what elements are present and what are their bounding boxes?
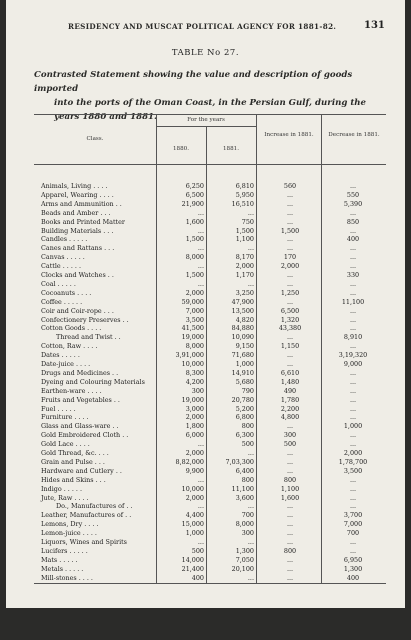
cell-decrease: ... xyxy=(349,208,357,217)
cell-1881: ... xyxy=(247,449,254,457)
cell-class: Furniture . . . . xyxy=(41,413,89,422)
cell-decrease: ... xyxy=(349,546,357,555)
cell-class: Apparel, Wearing . . . . xyxy=(41,190,114,199)
cell-1881: 300 xyxy=(241,529,254,538)
cell-1881: 13,500 xyxy=(231,306,254,315)
cell-decrease: 3,500 xyxy=(343,466,363,475)
cell-1880: 3,000 xyxy=(185,404,204,413)
cell-class: Coal . . . . . xyxy=(41,279,76,288)
cell-class: Gold Embroidered Cloth . . xyxy=(41,431,129,440)
header-bottom-rule xyxy=(34,164,386,165)
cell-1880: 8,000 xyxy=(185,342,204,351)
cell-1880: ... xyxy=(197,262,204,271)
cell-decrease: ... xyxy=(349,368,357,377)
table-row xyxy=(34,342,386,351)
cell-1880: 4,400 xyxy=(185,511,204,520)
table-row xyxy=(34,360,386,369)
cell-decrease: ... xyxy=(349,431,357,440)
cell-1881: ... xyxy=(247,279,254,288)
cell-1880: ... xyxy=(197,440,204,449)
caption-line-3: years 1880 and 1881. xyxy=(54,112,158,122)
table-row xyxy=(34,227,386,236)
cell-class: Glass and Glass-ware . . xyxy=(41,422,119,431)
cell-increase: 2,200 xyxy=(280,404,300,413)
cell-1880: 9,900 xyxy=(185,466,204,475)
table-row xyxy=(34,449,386,458)
cell-decrease: 400 xyxy=(346,235,360,244)
cell-decrease: ... xyxy=(349,395,357,404)
cell-decrease: ... xyxy=(349,324,357,333)
table-row xyxy=(34,502,386,511)
cell-increase: ... xyxy=(286,502,294,511)
cell-class: Coir and Coir-rope . . . xyxy=(41,306,114,315)
cell-1880: 8,000 xyxy=(185,253,204,262)
cell-decrease: ... xyxy=(349,306,357,315)
cell-1880: 21,900 xyxy=(181,199,204,208)
cell-1881: 16,510 xyxy=(231,199,254,208)
cell-1881: 20,780 xyxy=(231,395,254,404)
cell-1881: 6,800 xyxy=(235,413,254,422)
table-row xyxy=(34,289,386,298)
table-row xyxy=(34,511,386,520)
cell-1880: 6,500 xyxy=(185,190,204,199)
cell-decrease: ... xyxy=(349,253,357,262)
cell-1881: 8,170 xyxy=(235,253,254,262)
cell-increase: ... xyxy=(286,279,294,288)
cell-1881: 11,100 xyxy=(231,484,254,493)
cell-decrease: ... xyxy=(349,226,357,235)
cell-class: Lemon-juice . . . . xyxy=(41,529,97,538)
cell-increase: ... xyxy=(286,235,294,244)
cell-class: Clocks and Watches . . xyxy=(41,271,114,279)
cell-1881: 9,150 xyxy=(235,342,254,351)
cell-1881: 7,03,300 xyxy=(225,457,254,466)
cell-increase: ... xyxy=(286,520,294,529)
cell-1880: 10,000 xyxy=(181,484,204,493)
cell-1880: 10,000 xyxy=(181,360,204,368)
cell-class: Drugs and Medicines . . xyxy=(41,368,119,377)
cell-1881: 20,100 xyxy=(231,564,254,573)
cell-decrease: ... xyxy=(349,315,357,324)
cell-decrease: ... xyxy=(349,404,357,413)
table-row xyxy=(34,351,386,360)
cell-class: Animals, Living . . . . xyxy=(41,182,108,190)
table-row xyxy=(34,298,386,307)
cell-class: Do., Manufactures of . . xyxy=(56,502,133,511)
table-row xyxy=(34,529,386,538)
cell-increase: ... xyxy=(286,457,294,466)
cell-1880: 14,000 xyxy=(181,555,204,564)
cell-1880: 6,250 xyxy=(185,182,204,190)
table-row xyxy=(34,405,386,414)
cell-increase: ... xyxy=(286,244,294,253)
cell-increase: 1,600 xyxy=(280,493,300,502)
cell-increase: 43,380 xyxy=(278,324,302,333)
cell-decrease: ... xyxy=(349,538,357,546)
cell-1880: ... xyxy=(197,475,204,484)
cell-1881: 800 xyxy=(241,422,254,431)
cell-1881: 1,100 xyxy=(235,235,254,244)
cell-class: Confectionery Preserves . . xyxy=(41,315,129,324)
cell-class: Metals . . . . . xyxy=(41,564,84,573)
cell-increase: ... xyxy=(286,208,294,217)
cell-increase: ... xyxy=(286,271,294,279)
cell-decrease: 330 xyxy=(346,271,360,279)
cell-class: Grain and Pulse . . . xyxy=(41,457,105,466)
table-row xyxy=(34,378,386,387)
cell-1881: ... xyxy=(247,208,254,217)
table-row xyxy=(34,387,386,396)
table-row xyxy=(34,485,386,494)
cell-class: Canvas . . . . . xyxy=(41,253,85,262)
table-row xyxy=(34,413,386,422)
header-decrease: Decrease in 1881. xyxy=(328,132,380,138)
table-row xyxy=(34,440,386,449)
table-row xyxy=(34,209,386,218)
cell-class: Jute, Raw . . . . xyxy=(41,493,89,502)
cell-class: Liquors, Wines and Spirits xyxy=(41,538,127,546)
cell-increase: 1,480 xyxy=(280,377,300,386)
cell-decrease: ... xyxy=(349,377,357,386)
cell-decrease: ... xyxy=(349,244,357,253)
caption-line-2: into the ports of the Oman Coast, in the Persian Gulf, during the xyxy=(54,98,367,108)
cell-increase: 1,320 xyxy=(280,315,300,324)
cell-1881: 5,200 xyxy=(235,404,254,413)
cell-class: Thread and Twist . . xyxy=(56,333,121,342)
cell-class: Cotton, Raw . . . . xyxy=(41,342,98,351)
cell-1880: 3,500 xyxy=(185,315,204,324)
cell-decrease: 11,100 xyxy=(341,297,365,306)
cell-decrease: 9,000 xyxy=(343,360,363,368)
table-row xyxy=(34,191,386,200)
table-row xyxy=(34,520,386,529)
cell-1881: 10,090 xyxy=(231,333,254,342)
cell-increase: ... xyxy=(286,449,294,457)
cell-decrease: ... xyxy=(349,493,357,502)
cell-1881: 800 xyxy=(241,475,254,484)
import-table xyxy=(34,114,386,584)
cell-1881: 84,880 xyxy=(231,324,254,333)
table-row xyxy=(34,547,386,556)
table-row xyxy=(34,333,386,342)
table-row xyxy=(34,280,386,289)
header-1881: 1881. xyxy=(222,146,239,152)
cell-1880: 2,000 xyxy=(185,449,204,457)
table-bottom-rule xyxy=(34,583,386,584)
cell-increase: 1,150 xyxy=(280,342,300,351)
cell-class: Building Materials . . . xyxy=(41,226,114,235)
cell-class: Indigo . . . . . xyxy=(41,484,83,493)
cell-class: Lemons, Dry . . . . xyxy=(41,520,99,529)
scan-border xyxy=(0,608,411,640)
cell-decrease: 1,300 xyxy=(343,564,363,573)
cell-decrease: 6,950 xyxy=(343,555,363,564)
cell-increase: 170 xyxy=(283,253,297,262)
cell-decrease: ... xyxy=(349,440,357,449)
cell-increase: ... xyxy=(286,190,294,199)
cell-increase: 4,800 xyxy=(280,413,300,422)
cell-decrease: 8,910 xyxy=(343,333,363,342)
cell-decrease: ... xyxy=(349,484,357,493)
cell-1880: 6,000 xyxy=(185,431,204,440)
caption-line-1: Contrasted Statement showing the value and description of goods imported xyxy=(34,70,353,94)
table-row xyxy=(34,316,386,325)
cell-decrease: ... xyxy=(349,413,357,422)
cell-1881: ... xyxy=(247,244,254,253)
document-page xyxy=(6,0,405,640)
cell-decrease: ... xyxy=(349,386,357,395)
cell-1881: ... xyxy=(247,502,254,511)
table-row xyxy=(34,262,386,271)
header-1880: 1880. xyxy=(172,146,189,152)
table-row xyxy=(34,538,386,547)
cell-class: Date-juice . . . . xyxy=(41,360,91,368)
cell-1880: 8,82,000 xyxy=(175,457,204,466)
table-row xyxy=(34,467,386,476)
table-number: TABLE No 27. xyxy=(171,47,240,57)
cell-increase: 6,500 xyxy=(280,306,300,315)
cell-1880: 19,000 xyxy=(181,395,204,404)
cell-1881: 4,820 xyxy=(235,315,254,324)
cell-class: Canes and Rattans . . . xyxy=(41,244,115,253)
cell-1881: 7,050 xyxy=(235,555,254,564)
cell-decrease: 3,700 xyxy=(343,511,363,520)
cell-class: Mill-stones . . . . xyxy=(41,573,93,582)
cell-increase: 1,500 xyxy=(280,226,300,235)
cell-increase: ... xyxy=(286,422,294,431)
cell-increase: 1,780 xyxy=(280,395,300,404)
table-row xyxy=(34,556,386,565)
table-row xyxy=(34,182,386,191)
cell-1881: 3,250 xyxy=(235,288,254,297)
cell-1880: 2,000 xyxy=(185,288,204,297)
table-row xyxy=(34,244,386,253)
cell-class: Gold Thread, &c. . . . xyxy=(41,449,109,457)
cell-increase: 2,000 xyxy=(280,262,300,271)
cell-increase: 500 xyxy=(283,440,297,449)
running-head: RESIDENCY AND MUSCAT POLITICAL AGENCY FOR 1881-82. xyxy=(68,22,337,31)
table-row xyxy=(34,431,386,440)
cell-1881: 1,170 xyxy=(235,271,254,279)
cell-increase: ... xyxy=(286,529,294,538)
table-row xyxy=(34,235,386,244)
cell-decrease: ... xyxy=(349,262,357,271)
cell-1880: ... xyxy=(197,538,204,546)
cell-class: Arms and Ammunition . . xyxy=(41,199,122,208)
table-row xyxy=(34,458,386,467)
cell-1881: ... xyxy=(247,573,254,582)
cell-1881: 71,680 xyxy=(231,351,254,360)
cell-1880: 4,200 xyxy=(185,377,204,386)
cell-increase: ... xyxy=(286,217,294,226)
cell-class: Mats . . . . . xyxy=(41,555,78,564)
cell-increase: 560 xyxy=(283,182,297,190)
header-for-the-years: For the years xyxy=(187,117,225,123)
cell-1881: 5,680 xyxy=(235,377,254,386)
cell-1880: 300 xyxy=(191,386,204,395)
cell-increase: 800 xyxy=(283,546,297,555)
cell-1880: ... xyxy=(197,279,204,288)
cell-1880: 7,000 xyxy=(185,306,204,315)
cell-1880: 1,500 xyxy=(185,235,204,244)
cell-increase: ... xyxy=(286,573,294,582)
table-row xyxy=(34,422,386,431)
cell-decrease: 3,19,320 xyxy=(338,351,368,360)
cell-class: Hides and Skins . . . xyxy=(41,475,106,484)
cell-decrease: ... xyxy=(349,342,357,351)
cell-class: Dyeing and Colouring Materials xyxy=(41,377,145,386)
table-row xyxy=(34,324,386,333)
cell-1881: 750 xyxy=(241,217,254,226)
cell-1880: 15,000 xyxy=(181,520,204,529)
cell-1881: 700 xyxy=(241,511,254,520)
cell-1881: 1,000 xyxy=(235,360,254,368)
cell-increase: ... xyxy=(286,555,294,564)
cell-class: Beads and Amber . . . xyxy=(41,208,111,217)
cell-decrease: 850 xyxy=(346,217,360,226)
cell-1881: 500 xyxy=(241,440,254,449)
cell-1880: 19,000 xyxy=(181,333,204,342)
cell-1881: 1,300 xyxy=(235,546,254,555)
cell-1880: 3,91,000 xyxy=(175,351,204,360)
header-increase: Increase in 1881. xyxy=(264,132,314,138)
table-top-rule xyxy=(34,114,386,115)
cell-class: Coffee . . . . . xyxy=(41,297,83,306)
cell-class: Cotton Goods . . . . xyxy=(41,324,102,333)
cell-decrease: ... xyxy=(349,288,357,297)
cell-increase: ... xyxy=(286,538,294,546)
cell-increase: ... xyxy=(286,351,294,360)
cell-1880: 1,600 xyxy=(185,217,204,226)
table-row xyxy=(34,253,386,262)
cell-1881: 14,910 xyxy=(231,368,254,377)
cell-class: Books and Printed Matter xyxy=(41,217,125,226)
cell-decrease: 2,000 xyxy=(343,449,363,457)
cell-increase: ... xyxy=(286,466,294,475)
page-number: 131 xyxy=(364,20,385,31)
table-row xyxy=(34,565,386,574)
cell-1880: 2,000 xyxy=(185,413,204,422)
cell-1881: 790 xyxy=(241,386,254,395)
cell-1881: 47,900 xyxy=(231,297,254,306)
table-row xyxy=(34,200,386,209)
table-row xyxy=(34,494,386,503)
table-row xyxy=(34,307,386,316)
cell-decrease: 550 xyxy=(346,190,360,199)
table-row xyxy=(34,574,386,583)
table-row xyxy=(34,271,386,280)
cell-decrease: ... xyxy=(349,502,357,511)
cell-class: Candles . . . . . xyxy=(41,235,88,244)
cell-1881: 6,810 xyxy=(235,182,254,190)
cell-increase: 1,100 xyxy=(280,484,300,493)
cell-1880: ... xyxy=(197,244,204,253)
cell-decrease: ... xyxy=(349,475,357,484)
cell-1881: 6,300 xyxy=(235,431,254,440)
cell-class: Hardware and Cutlery . . xyxy=(41,466,122,475)
cell-increase: 300 xyxy=(283,431,297,440)
cell-1880: 1,000 xyxy=(185,529,204,538)
cell-1880: ... xyxy=(197,226,204,235)
cell-decrease: 5,390 xyxy=(343,199,363,208)
cell-1880: 1,800 xyxy=(185,422,204,431)
cell-class: Cocoanuts . . . . xyxy=(41,288,92,297)
cell-decrease: 700 xyxy=(346,529,360,538)
cell-1881: 2,000 xyxy=(235,262,254,271)
cell-1880: 59,000 xyxy=(181,297,204,306)
cell-1881: 8,000 xyxy=(235,520,254,529)
cell-increase: ... xyxy=(286,333,294,342)
cell-1880: 500 xyxy=(191,546,204,555)
cell-1880: 8,300 xyxy=(185,368,204,377)
cell-increase: 490 xyxy=(283,386,297,395)
table-row xyxy=(34,396,386,405)
cell-1881: 5,950 xyxy=(235,190,254,199)
cell-1880: ... xyxy=(197,208,204,217)
cell-1880: 41,500 xyxy=(181,324,204,333)
cell-class: Gold Lace . . . . xyxy=(41,440,90,449)
cell-1881: 1,500 xyxy=(235,226,254,235)
cell-1880: ... xyxy=(197,502,204,511)
cell-decrease: 400 xyxy=(346,573,360,582)
table-row xyxy=(34,369,386,378)
cell-increase: ... xyxy=(286,511,294,520)
cell-class: Earthen-ware . . . . xyxy=(41,386,102,395)
table-row xyxy=(34,218,386,227)
cell-increase: ... xyxy=(286,564,294,573)
cell-class: Cattle . . . . . xyxy=(41,262,81,271)
cell-decrease: 1,78,700 xyxy=(338,457,368,466)
cell-1881: 6,400 xyxy=(235,466,254,475)
cell-increase: ... xyxy=(286,297,294,306)
cell-class: Dates . . . . . xyxy=(41,351,80,360)
cell-increase: 1,250 xyxy=(280,288,300,297)
cell-increase: 6,610 xyxy=(280,368,300,377)
cell-1881: ... xyxy=(247,538,254,546)
header-class: Class. xyxy=(86,136,104,142)
cell-class: Lucifers . . . . . xyxy=(41,546,88,555)
cell-class: Fuel . . . . . xyxy=(41,404,76,413)
cell-decrease: 1,000 xyxy=(343,422,363,431)
cell-1881: 3,600 xyxy=(235,493,254,502)
cell-class: Fruits and Vegetables . . xyxy=(41,395,120,404)
cell-1880: 400 xyxy=(191,573,204,582)
cell-1880: 21,400 xyxy=(181,564,204,573)
cell-increase: ... xyxy=(286,199,294,208)
cell-decrease: ... xyxy=(349,279,357,288)
cell-1880: 1,500 xyxy=(185,271,204,279)
cell-increase: 800 xyxy=(283,475,297,484)
cell-class: Leather, Manufactures of . . xyxy=(41,511,132,520)
cell-decrease: 7,000 xyxy=(343,520,363,529)
cell-increase: ... xyxy=(286,360,294,368)
table-row xyxy=(34,476,386,485)
cell-1880: 2,000 xyxy=(185,493,204,502)
cell-decrease: ... xyxy=(349,182,357,190)
